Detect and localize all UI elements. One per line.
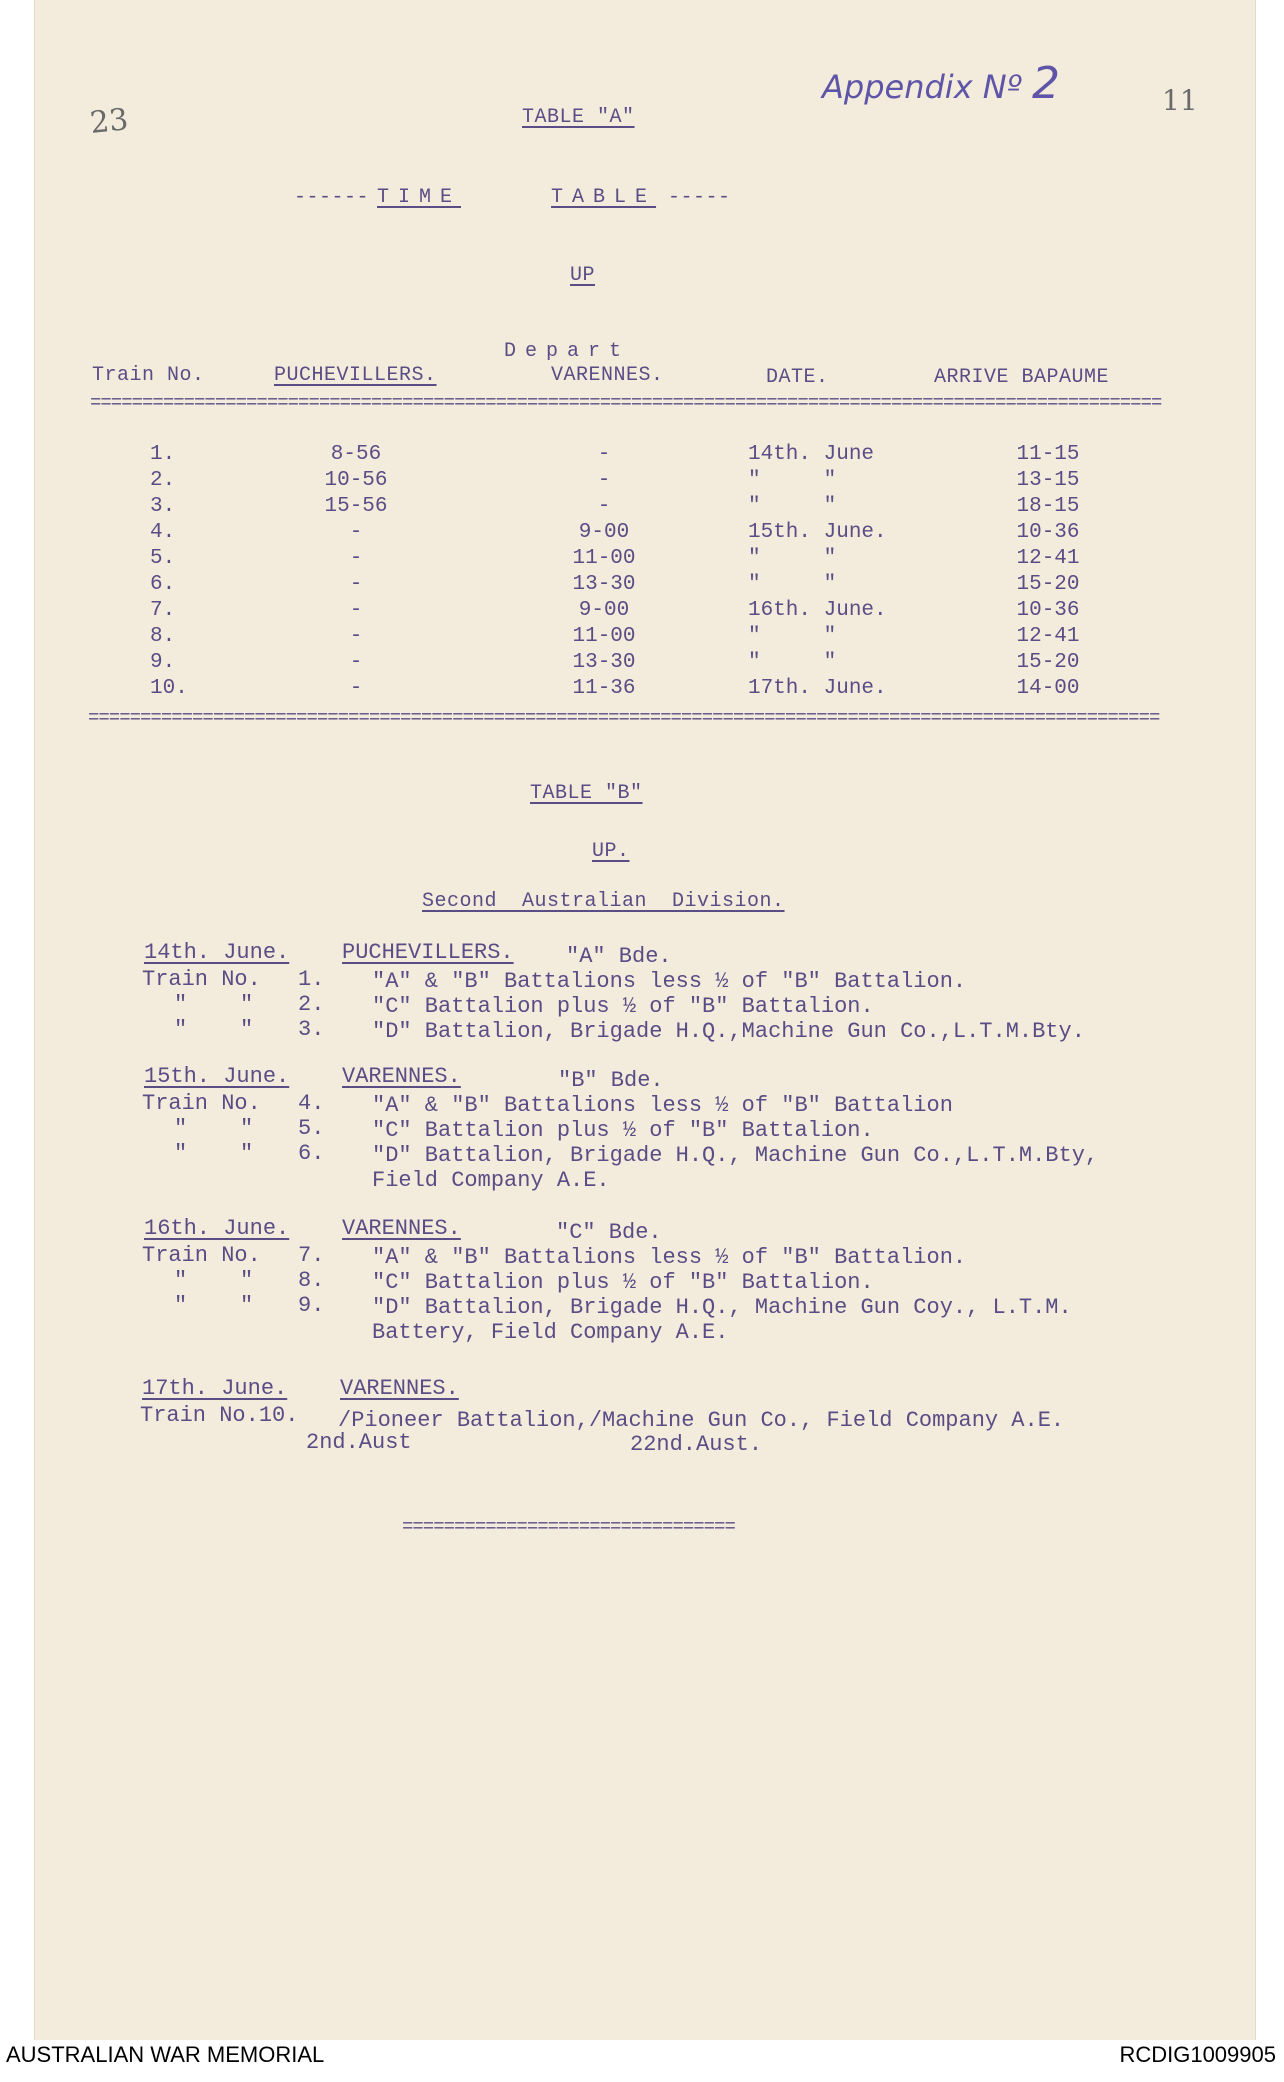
group-place: VARENNES. [342, 1216, 461, 1241]
cell-arrive: 14-00 [1016, 677, 1080, 700]
group-date: 15th. June. [144, 1064, 290, 1089]
train-allocation: "D" Battalion, Brigade H.Q., Machine Gun Coy., L.T.M. [372, 1295, 1072, 1320]
depart-label: Depart [504, 340, 631, 363]
cell-date: " " [748, 573, 837, 596]
group-date: 17th. June. [142, 1376, 288, 1401]
cell-arrive: 12-41 [1016, 625, 1080, 648]
train-number: 3. [298, 1017, 325, 1042]
heading-word-time: TIME [377, 186, 462, 209]
table-b-title: TABLE "B" [530, 782, 643, 805]
col-date: DATE. [766, 366, 829, 389]
group-brigade: "B" Bde. [558, 1068, 664, 1093]
train-number: 1. [298, 967, 325, 992]
division-heading: Second Australian Division. [422, 890, 785, 913]
cell-date: " " [748, 495, 837, 518]
cell-puchevillers: 8-56 [330, 443, 382, 466]
cell-train-no: 2. [150, 469, 176, 492]
train-number: 2. [298, 992, 325, 1017]
train-allocation: "A" & "B" Battalions less ½ of "B" Battalion [372, 1093, 953, 1118]
train-number: 5. [298, 1116, 325, 1141]
appendix-label: Appendix Nº [822, 68, 1022, 106]
cell-varennes: 13-30 [572, 573, 636, 596]
train-allocation: "C" Battalion plus ½ of "B" Battalion. [372, 1270, 874, 1295]
cell-varennes: 9-00 [578, 599, 630, 622]
train-label: " " [174, 1017, 254, 1042]
footer-record-id: RCDIG1009905 [1119, 2042, 1276, 2067]
col-arrive-bapaume: ARRIVE BAPAUME [934, 366, 1110, 389]
heading-dash-left: ------ [294, 186, 370, 209]
cell-date: 14th. June [748, 443, 875, 466]
group-date: 14th. June. [144, 940, 290, 965]
table-a-title: TABLE "A" [522, 106, 635, 129]
cell-date: " " [748, 469, 837, 492]
cell-arrive: 10-36 [1016, 521, 1080, 544]
cell-date: 17th. June. [748, 677, 887, 700]
train-number: 4. [298, 1091, 325, 1116]
group-brigade: "A" Bde. [566, 944, 672, 969]
cell-arrive: 11-15 [1016, 443, 1080, 466]
folio-number-right: 11 [1162, 84, 1198, 117]
cell-arrive: 18-15 [1016, 495, 1080, 518]
cell-arrive: 15-20 [1016, 573, 1080, 596]
cell-train-no: 8. [150, 625, 176, 648]
train-allocation: "A" & "B" Battalions less ½ of "B" Battalion. [372, 969, 967, 994]
cell-puchevillers: - [349, 625, 363, 648]
group-date: 16th. June. [144, 1216, 290, 1241]
train-label: " " [174, 1268, 254, 1293]
cell-date: 16th. June. [748, 599, 887, 622]
cell-varennes: - [597, 443, 611, 466]
cell-puchevillers: 10-56 [324, 469, 388, 492]
cell-train-no: 6. [150, 573, 176, 596]
train-label: " " [174, 1293, 254, 1318]
table-a-direction: UP [570, 264, 596, 287]
cell-varennes: 11-00 [572, 625, 636, 648]
train-allocation: /Pioneer Battalion,/Machine Gun Co., Field Company A.E. [338, 1408, 1065, 1433]
note-22nd-aust: 22nd.Aust. [630, 1432, 763, 1457]
cell-date: " " [748, 651, 837, 674]
train-label: " " [174, 1116, 254, 1141]
train-allocation: "D" Battalion, Brigade H.Q., Machine Gun Co.,L.T.M.Bty, [372, 1143, 1099, 1168]
train-number: 7. [298, 1243, 325, 1268]
cell-date: 15th. June. [748, 521, 887, 544]
group-place: VARENNES. [340, 1376, 459, 1401]
train-allocation: Field Company A.E. [372, 1168, 610, 1193]
group-place: VARENNES. [342, 1064, 461, 1089]
time-table-heading [294, 186, 731, 209]
cell-puchevillers: - [349, 677, 363, 700]
appendix-annotation [822, 58, 1060, 109]
cell-varennes: 9-00 [578, 521, 630, 544]
cell-arrive: 13-15 [1016, 469, 1080, 492]
cell-puchevillers: - [349, 573, 363, 596]
cell-varennes: - [597, 495, 611, 518]
train-label: Train No. [142, 1243, 261, 1268]
train-allocation: "A" & "B" Battalions less ½ of "B" Battalion. [372, 1245, 967, 1270]
train-allocation: "C" Battalion plus ½ of "B" Battalion. [372, 1118, 874, 1143]
cell-puchevillers: 15-56 [324, 495, 388, 518]
note-2nd-aust: 2nd.Aust [306, 1430, 412, 1455]
cell-train-no: 9. [150, 651, 176, 674]
cell-train-no: 7. [150, 599, 176, 622]
cell-date: " " [748, 625, 837, 648]
cell-arrive: 15-20 [1016, 651, 1080, 674]
cell-varennes: 11-00 [572, 547, 636, 570]
cell-arrive: 12-41 [1016, 547, 1080, 570]
cell-puchevillers: - [349, 651, 363, 674]
train-number: 8. [298, 1268, 325, 1293]
heading-dash-right: ----- [668, 186, 731, 209]
cell-puchevillers: - [349, 521, 363, 544]
train-label: " " [174, 1141, 254, 1166]
end-rule: ================================ [402, 1516, 735, 1538]
appendix-number: 2 [1031, 58, 1060, 109]
cell-varennes: 13-30 [572, 651, 636, 674]
cell-varennes: - [597, 469, 611, 492]
cell-train-no: 4. [150, 521, 176, 544]
train-allocation: "D" Battalion, Brigade H.Q.,Machine Gun Co.,L.T.M.Bty. [372, 1019, 1085, 1044]
col-train-no: Train No. [92, 364, 205, 387]
cell-puchevillers: - [349, 547, 363, 570]
train-label: Train No. [142, 1091, 261, 1116]
train-label: Train No. [142, 967, 261, 992]
train-number: 9. [298, 1293, 325, 1318]
train-allocation: Battery, Field Company A.E. [372, 1320, 729, 1345]
train-number: 6. [298, 1141, 325, 1166]
folio-number-left: 23 [88, 102, 130, 141]
table-b-direction: UP. [592, 840, 630, 863]
cell-varennes: 11-36 [572, 677, 636, 700]
footer-institution: AUSTRALIAN WAR MEMORIAL [6, 2042, 325, 2067]
cell-date: " " [748, 547, 837, 570]
col-puchevillers: PUCHEVILLERS. [274, 364, 437, 387]
table-a-bottom-rule: ======================================================================================================= [88, 707, 1160, 729]
cell-arrive: 10-36 [1016, 599, 1080, 622]
cell-puchevillers: - [349, 599, 363, 622]
cell-train-no: 10. [150, 677, 188, 700]
cell-train-no: 3. [150, 495, 176, 518]
train-label: Train No.10. [140, 1403, 299, 1428]
cell-train-no: 5. [150, 547, 176, 570]
train-label: " " [174, 992, 254, 1017]
group-place: PUCHEVILLERS. [342, 940, 514, 965]
cell-train-no: 1. [150, 443, 176, 466]
header-rule: ======================================================================================================= [90, 392, 1162, 414]
group-brigade: "C" Bde. [556, 1220, 662, 1245]
col-varennes: VARENNES. [551, 364, 664, 387]
heading-word-table: TABLE [551, 186, 657, 209]
train-allocation: "C" Battalion plus ½ of "B" Battalion. [372, 994, 874, 1019]
